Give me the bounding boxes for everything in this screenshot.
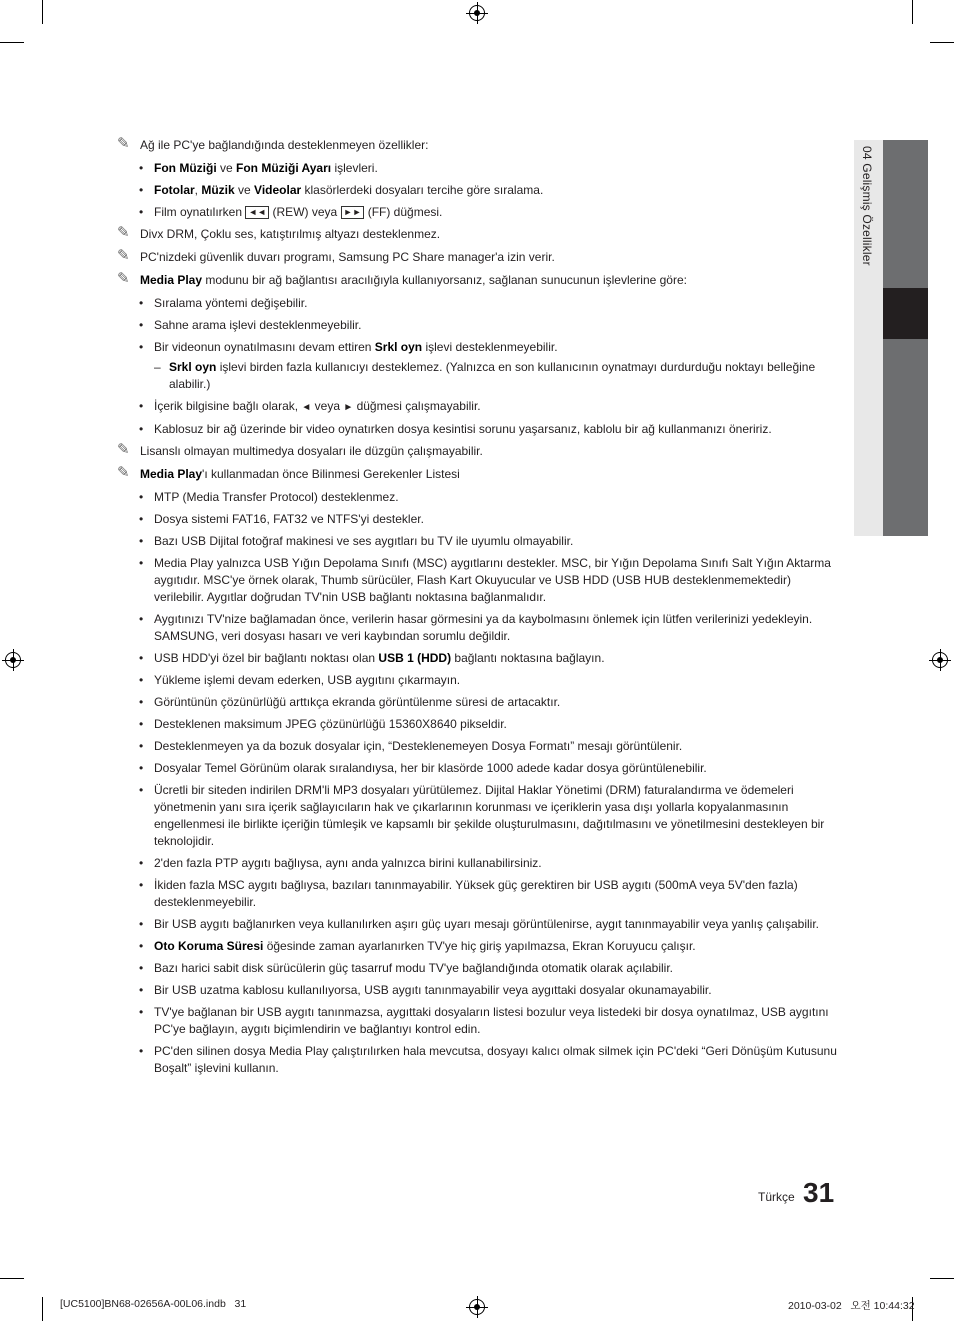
note: ✎ Ağ ile PC'ye bağlandığında desteklenmeyen özellikler: (117, 135, 429, 152)
list-item: • Sıralama yöntemi değişebilir. (139, 296, 308, 310)
crop-mark (0, 42, 24, 43)
language-label: Türkçe (758, 1190, 795, 1204)
pencil-note-icon: ✎ (117, 247, 130, 264)
print-timestamp: 2010-03-02 오전 10:44:32 (788, 1300, 915, 1312)
note: ✎ Media Play'ı kullanmadan önce Bilinmesi Gerekenler Listesi (117, 464, 460, 481)
note: ✎ Divx DRM, Çoklu ses, katıştırılmış altyazı desteklenmez. (117, 224, 441, 241)
fast-forward-icon: ►► (341, 206, 365, 219)
list-item: • Desteklenen maksimum JPEG çözünürlüğü 15360X8640 pikseldir. (139, 717, 507, 731)
list-item: • Bazı USB Dijital fotoğraf makinesi ve ses aygıtları bu TV ile uyumlu olmayabilir. (139, 534, 574, 548)
list-item: • Dosyalar Temel Görünüm olarak sıralandıysa, her bir klasörde 1000 adede kadar dosya görüntülenebilir. (139, 761, 707, 775)
crop-mark (930, 42, 954, 43)
list-item: • İkiden fazla MSC aygıtı bağlıysa, bazıları tanınmayabilir. Yüksek güç gerektiren bir USB aygıtı (500mA veya 5V'den fazla) desteklenmeyebilir. (139, 878, 798, 909)
list-item: • Fotolar, Müzik ve Videolar klasörlerdeki dosyaları tercihe göre sıralama. (139, 183, 544, 197)
list-item: • Desteklenmeyen ya da bozuk dosyalar için, “Desteklenemeyen Dosya Formatı” mesajı görüntülenir. (139, 739, 683, 753)
list-item: • TV'ye bağlanan bir USB aygıtı tanınmazsa, aygıttaki dosyaların listesi bozulur veya listedeki bir dosya oynatılmaz, USB aygıtını PC'ye bağlayın, aygıtı biçimlendirin ve bağlantıyı kontrol edin. (139, 1005, 829, 1036)
page-number: 31 (803, 1177, 835, 1208)
note: ✎ PC'nizdeki güvenlik duvarı programı, Samsung PC Share manager'a izin verir. (117, 247, 555, 264)
note: ✎ Media Play modunu bir ağ bağlantısı aracılığıyla kullanıyorsanız, sağlanan sunucunun işlevlerine göre: (117, 270, 687, 287)
list-item: • Görüntünün çözünürlüğü arttıkça ekranda görüntülenme süresi de artacaktır. (139, 695, 561, 709)
crop-mark (930, 1278, 954, 1279)
list-item: • Yükleme işlemi devam ederken, USB aygıtını çıkarmayın. (139, 673, 461, 687)
list-item: • MTP (Media Transfer Protocol) desteklenmez. (139, 490, 399, 504)
note: ✎ Lisanslı olmayan multimedya dosyaları ile düzgün çalışmayabilir. (117, 441, 483, 458)
list-item: • Kablosuz bir ağ üzerinde bir video oynatırken dosya kesintisi sorunu yaşarsanız, kablolu bir ağ kullanmanızı öneririz. (139, 422, 772, 436)
registration-mark-icon (932, 652, 948, 668)
pencil-note-icon: ✎ (117, 135, 130, 152)
registration-mark-icon (5, 652, 21, 668)
crop-mark (0, 1278, 24, 1279)
list-item: • PC'den silinen dosya Media Play çalıştırılırken hala mevcutsa, dosyayı kalıcı olmak silmek için PC'deki “Geri Dönüşüm Kutusunu Boşalt” işlevini kullanın. (139, 1044, 837, 1075)
pencil-note-icon: ✎ (117, 441, 130, 458)
right-arrow-icon: ► (343, 402, 354, 413)
list-item: • Bir USB aygıtı bağlanırken veya kullanılırken aşırı güç uyarı mesajı görüntülenirse, aygıt tanınmayabilir veya yanlış çalışabilir. (139, 917, 819, 931)
list-item: • Ücretli bir siteden indirilen DRM'li MP3 dosyaları yürütülemez. Dijital Haklar Yönetimi (DRM) faturalandırma ve ödemeleri yönetmenin yanı sıra içerik sağlayıcıların hak ve çıkarlarının korunması ve içeriklerin yasa dışı yollarla kopyalanmasının engellenmesi ile birlikte içeriğin tümleşik ve kapsamlı bir şekilde oluşturulmasını, dağıtılmasını ve yönetilmesini destekleyen bir teknolojidir. (139, 783, 825, 848)
list-item: • Film oynatılırken ◄◄ (REW) veya ►► (FF) düğmesi. (139, 205, 443, 219)
sub-list-item: – Srkl oyn işlevi birden fazla kullanıcıyı desteklemez. (Yalnızca en son kullanıcının oynatmayı durdurduğu noktayı belleğine alabilir.) (154, 360, 816, 391)
list-item: • Bir USB uzatma kablosu kullanılıyorsa, USB aygıtı tanınmayabilir veya aygıttaki dosyalar okunamayabilir. (139, 983, 712, 997)
file-info: [UC5100]BN68-02656A-00L06.indb 31 (60, 1298, 247, 1310)
left-arrow-icon: ◄ (301, 402, 312, 413)
pencil-note-icon: ✎ (117, 464, 130, 481)
list-item: • İçerik bilgisine bağlı olarak, ◄ veya ► düğmesi çalışmayabilir. (139, 399, 481, 413)
list-item: • Oto Koruma Süresi öğesinde zaman ayarlanırken TV'ye hiç giriş yapılmazsa, Ekran Koruyucu çalışır. (139, 939, 696, 953)
crop-mark (42, 0, 43, 24)
list-item: • Aygıtınızı TV'nize bağlamadan önce, verilerin hasar görmesini ya da kaybolmasını önlemek için lütfen verilerinizi yedekleyin. SAMSUNG, veri dosyası hasarı ve veri kaybından sorumlu değildir. (139, 612, 813, 643)
crop-mark (42, 1297, 43, 1321)
list-item: • Bazı harici sabit disk sürücülerin güç tasarruf modu TV'ye bağlandığında otomatik olarak açılabilir. (139, 961, 673, 975)
crop-mark (912, 0, 913, 24)
list-item: • Media Play yalnızca USB Yığın Depolama Sınıfı (MSC) aygıtlarını destekler. MSC, bir Yığın Depolama Sınıfı Salt Yığın Aktarma aygıtıdır. MSC'ye örnek olarak, Thumb sürücüler, Flash Kart Okuyucular ve USB HDD (USB HUB desteklenmemektedir) verilebilir. Aygıtlar doğrudan TV'nin USB bağlantı noktasına bağlanmalıdır. (139, 556, 831, 604)
list-item: • Sahne arama işlevi desteklenmeyebilir. (139, 318, 362, 332)
registration-mark-icon (469, 5, 485, 21)
registration-mark-icon (469, 1299, 485, 1315)
list-item: • Bir videonun oynatılmasını devam ettiren Srkl oyn işlevi desteklenmeyebilir. (139, 340, 558, 354)
side-tab-marker (883, 288, 928, 339)
list-item: • USB HDD'yi özel bir bağlantı noktası olan USB 1 (HDD) bağlantı noktasına bağlayın. (139, 651, 605, 665)
pencil-note-icon: ✎ (117, 270, 130, 287)
main-content (117, 137, 839, 1082)
rewind-icon: ◄◄ (245, 206, 269, 219)
pencil-note-icon: ✎ (117, 224, 130, 241)
list-item: • Dosya sistemi FAT16, FAT32 ve NTFS'yi destekler. (139, 512, 424, 526)
side-tab-label: 04 Gelişmiş Özellikler (860, 146, 874, 266)
list-item: • Fon Müziği ve Fon Müziği Ayarı işlevleri. (139, 161, 378, 175)
list-item: • 2'den fazla PTP aygıtı bağlıysa, aynı anda yalnızca birini kullanabilirsiniz. (139, 856, 542, 870)
